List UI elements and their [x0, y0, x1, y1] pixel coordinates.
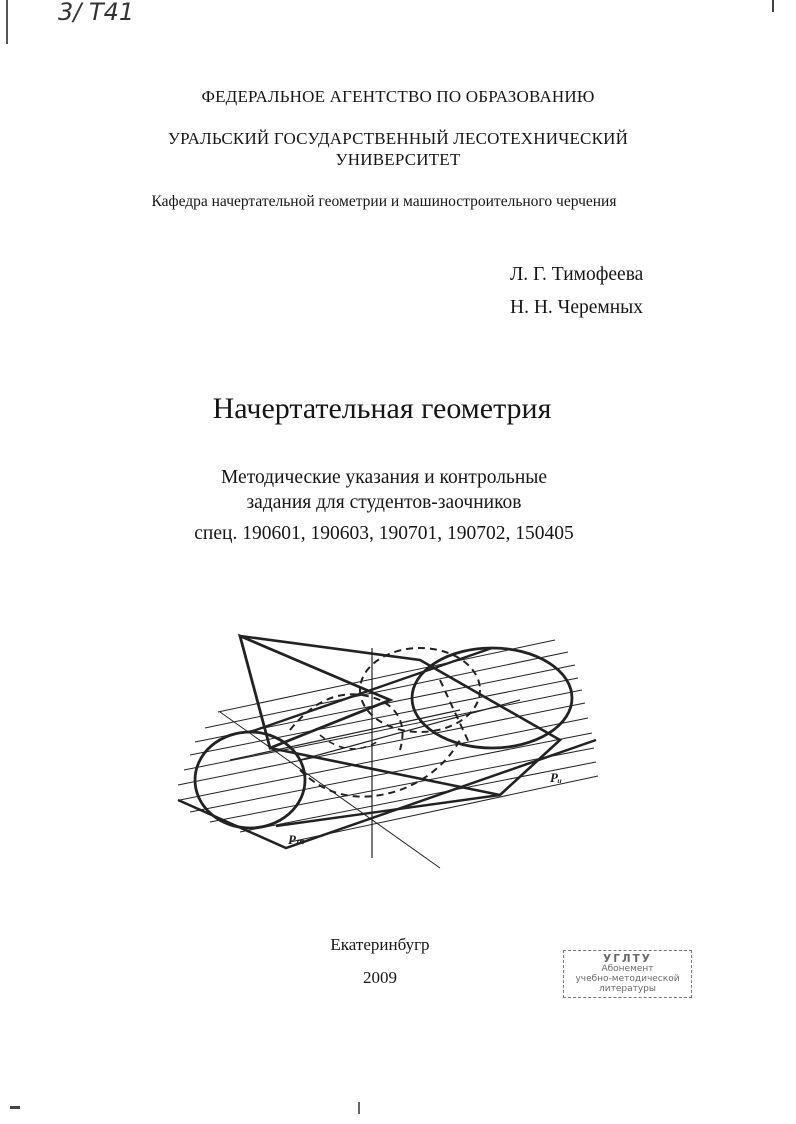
document-title: Начертательная геометрия	[212, 392, 552, 425]
subtitle-line2: задания для студентов-заочников	[246, 492, 522, 513]
stamp-org: УГЛТУ	[603, 953, 652, 965]
author-1: Л. Г. Тимофеева	[510, 264, 644, 285]
stamp-line3: литературы	[599, 984, 656, 994]
plane-label-u: Pᵤ	[550, 770, 562, 785]
plane-label-m: Pₘ	[288, 832, 305, 847]
page-edge-mark	[6, 0, 8, 44]
plane-lines	[178, 640, 598, 868]
library-stamp	[563, 950, 692, 998]
handwritten-catalog-note: 3/ Т41	[58, 0, 135, 26]
university-name-line2: УНИВЕРСИТЕТ	[335, 150, 461, 169]
corner-mark	[772, 0, 780, 12]
university-name-line1: УРАЛЬСКИЙ ГОСУДАРСТВЕННЫЙ ЛЕСОТЕХНИЧЕСКИЙ	[167, 129, 629, 148]
scan-mark	[10, 1106, 20, 1109]
descriptive-geometry-figure	[170, 620, 600, 870]
right-ellipse	[412, 648, 572, 748]
left-ellipse	[195, 732, 305, 828]
agency-name: ФЕДЕРАЛЬНОЕ АГЕНТСТВО ПО ОБРАЗОВАНИЮ	[201, 87, 595, 106]
publication-city: Екатеринбугр	[330, 935, 430, 954]
scan-mark	[358, 1102, 360, 1114]
author-2: Н. Н. Черемных	[510, 297, 644, 318]
department-name: Кафедра начертательной геометрии и машиностроительного черчения	[151, 193, 617, 210]
stamp-line2: учебно-методической	[575, 974, 680, 984]
publication-year: 2009	[363, 968, 397, 987]
stamp-line1: Абонемент	[601, 964, 654, 974]
subtitle-line3: спец. 190601, 190603, 190701, 190702, 150405	[194, 523, 574, 544]
subtitle-line1: Методические указания и контрольные	[220, 467, 548, 488]
